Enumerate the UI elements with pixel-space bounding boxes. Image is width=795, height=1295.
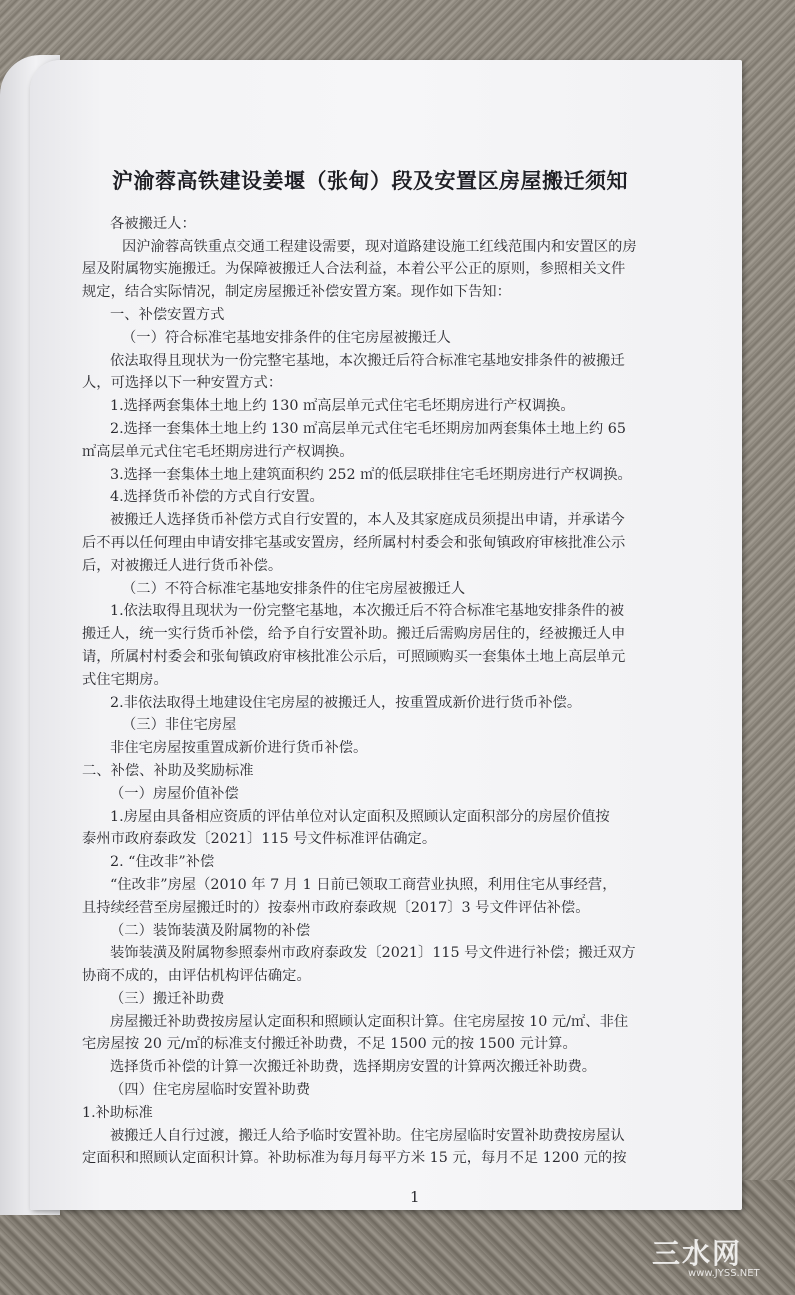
text-line: 宅房屋按 20 元/㎡的标准支付搬迁补助费，不足 1500 元的按 1500 元计算。 <box>82 1036 577 1053</box>
document-text <box>82 213 742 1170</box>
text-line: 选择货币补偿的计算一次搬迁补助费，选择期房安置的计算两次搬迁补助费。 <box>110 1059 597 1076</box>
text-line: 2. “住改非”补偿 <box>110 854 215 871</box>
text-line: 泰州市政府泰政发〔2021〕115 号文件标准评估确定。 <box>82 831 437 848</box>
text-line: 后，对被搬迁人进行货币补偿。 <box>82 557 283 574</box>
text-line: 且持续经营至房屋搬迁时的）按泰州市政府泰政规〔2017〕3 号文件评估补偿。 <box>82 899 590 916</box>
text-line: 2.非依法取得土地建设住宅房屋的被搬迁人，按重置成新价进行货币补偿。 <box>110 694 582 711</box>
text-line: 非住宅房屋按重置成新价进行货币补偿。 <box>110 740 368 757</box>
text-line: 1.房屋由具备相应资质的评估单位对认定面积及照顾认定面积部分的房屋价值按 <box>110 808 610 825</box>
text-line: 屋及附属物实施搬迁。为保障被搬迁人合法利益，本着公平公正的原则，参照相关文件 <box>82 261 626 278</box>
text-line: 定面积和照顾认定面积计算。补助标准为每月每平方米 15 元，每月不足 1200 元的按 <box>82 1150 627 1167</box>
watermark-logo: 三水网 <box>652 1237 743 1270</box>
text-line: （二）装饰装潢及附属物的补偿 <box>110 922 311 939</box>
text-line: （四）住宅房屋临时安置补助费 <box>110 1082 311 1099</box>
text-line: （一）符合标准宅基地安排条件的住宅房屋被搬迁人 <box>122 329 451 346</box>
text-line: 依法取得且现状为一份完整宅基地，本次搬迁后符合标准宅基地安排条件的被搬迁 <box>110 352 625 369</box>
text-line: （二）不符合标准宅基地安排条件的住宅房屋被搬迁人 <box>122 580 466 597</box>
page-number: 1 <box>410 1188 420 1206</box>
document-title: 沪渝蓉高铁建设姜堰（张甸）段及安置区房屋搬迁须知 <box>112 169 628 193</box>
text-line: 1.依法取得且现状为一份完整宅基地，本次搬迁后不符合标准宅基地安排条件的被 <box>110 603 625 620</box>
text-line: “住改非”房屋（2010 年 7 月 1 日前已领取工商营业执照，利用住宅从事经营， <box>110 876 617 893</box>
text-line: 各被搬迁人： <box>110 215 196 232</box>
text-line: （一）房屋价值补偿 <box>110 785 239 802</box>
text-line: 二、补偿、补助及奖励标准 <box>82 762 254 779</box>
text-line: 规定，结合实际情况，制定房屋搬迁补偿安置方案。现作如下告知： <box>82 284 511 301</box>
text-line: 被搬迁人选择货币补偿方式自行安置的，本人及其家庭成员须提出申请，并承诺今 <box>110 512 625 529</box>
text-line: 1.补助标准 <box>82 1104 153 1121</box>
watermark-url: www.JYSS.NET <box>688 1268 760 1279</box>
text-line: 一、补偿安置方式 <box>110 306 225 323</box>
text-line: ㎡高层单元式住宅毛坯期房进行产权调换。 <box>82 443 354 460</box>
text-line: 装饰装潢及附属物参照泰州市政府泰政发〔2021〕115 号文件进行补偿；搬迁双方 <box>110 945 636 962</box>
text-line: 因沪渝蓉高铁重点交通工程建设需要，现对道路建设施工红线范围内和安置区的房 <box>122 238 637 255</box>
document-page <box>30 60 742 1210</box>
text-line: （三）非住宅房屋 <box>122 717 237 734</box>
text-line: （三）搬迁补助费 <box>110 990 225 1007</box>
text-line: 请，所属村村委会和张甸镇政府审核批准公示后，可照顾购买一套集体土地上高层单元 <box>82 648 626 665</box>
text-line: 房屋搬迁补助费按房屋认定面积和照顾认定面积计算。住宅房屋按 10 元/㎡、非住 <box>110 1013 629 1030</box>
text-line: 后不再以任何理由申请安排宅基或安置房，经所属村村委会和张甸镇政府审核批准公示 <box>82 534 626 551</box>
text-line: 1.选择两套集体土地上约 130 ㎡高层单元式住宅毛坯期房进行产权调换。 <box>110 398 575 415</box>
text-line: 2.选择一套集体土地上约 130 ㎡高层单元式住宅毛坯期房加两套集体土地上约 65 <box>110 420 626 437</box>
text-line: 搬迁人，统一实行货币补偿，给予自行安置补助。搬迁后需购房居住的，经被搬迁人申 <box>82 626 626 643</box>
text-line: 3.选择一套集体土地上建筑面积约 252 ㎡的低层联排住宅毛坯期房进行产权调换。 <box>110 466 632 483</box>
text-line: 4.选择货币补偿的方式自行安置。 <box>110 489 324 506</box>
text-line: 人，可选择以下一种安置方式： <box>82 375 283 392</box>
text-line: 被搬迁人自行过渡，搬迁人给予临时安置补助。住宅房屋临时安置补助费按房屋认 <box>110 1127 625 1144</box>
text-line: 式住宅期房。 <box>82 671 168 688</box>
document-body <box>82 170 742 1170</box>
text-line: 协商不成的，由评估机构评估确定。 <box>82 968 311 985</box>
